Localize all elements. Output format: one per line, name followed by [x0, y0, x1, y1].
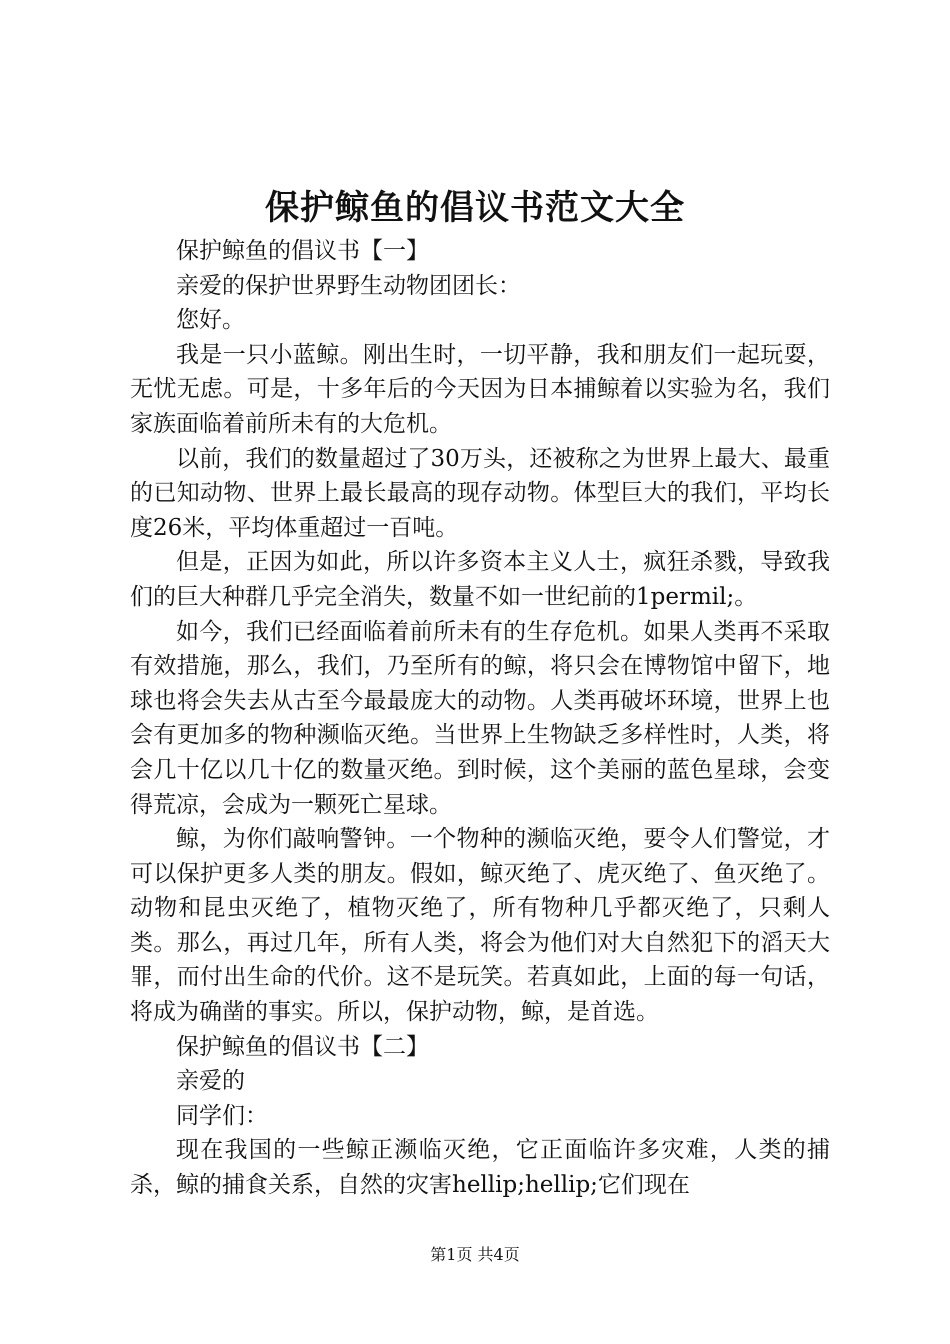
paragraph: 现在我国的一些鲸正濒临灭绝，它正面临许多灾难，人类的捕杀，鲸的捕食关系，自然的灾害hellip;hellip;它们现在: [130, 1137, 830, 1199]
paragraph-greeting: 您好。: [176, 307, 245, 334]
paragraph: 以前，我们的数量超过了30万头，还被称之为世界上最大、最重的已知动物、世界上最长最高的现存动物。体型巨大的我们，平均长度26米，平均体重超过一百吨。: [130, 445, 830, 541]
paragraph: 如今，我们已经面临着前所未有的生存危机。如果人类再不采取有效措施，那么，我们，乃至所有的鲸，将只会在博物馆中留下，地球也将会失去从古至今最最庞大的动物。人类再破坏环境，世界上也会有更加多的物种濒临灭绝。当世界上生物缺乏多样性时，人类，将会几十亿以几十亿的数量灭绝。到时候，这个美丽的蓝色星球，会变得荒凉，会成为一颗死亡星球。: [130, 618, 830, 818]
paragraph: 我是一只小蓝鲸。刚出生时，一切平静，我和朋友们一起玩耍，无忧无虑。可是，十多年后的今天因为日本捕鲸着以实验为名，我们家族面临着前所未有的大危机。: [130, 341, 830, 437]
paragraph-heading-2: 保护鲸鱼的倡议书【二】: [176, 1033, 429, 1060]
document-title: 保护鲸鱼的倡议书范文大全: [265, 188, 685, 228]
paragraph-salutation: 同学们：: [176, 1102, 268, 1129]
paragraph-heading-1: 保护鲸鱼的倡议书【一】: [176, 238, 429, 264]
paragraph: 鲸，为你们敲响警钟。一个物种的濒临灭绝，要令人们警觉，才可以保护更多人类的朋友。假如，鲸灭绝了、虎灭绝了、鱼灭绝了。动物和昆虫灭绝了，植物灭绝了，所有物种几乎都灭绝了，只剩人类。那么，再过几年，所有人类，将会为他们对大自然犯下的滔天大罪，而付出生命的代价。这不是玩笑。若真如此，上面的每一句话，将成为确凿的事实。所以，保护动物，鲸，是首选。: [130, 826, 830, 1026]
paragraph-salutation: 亲爱的保护世界野生动物团团长：: [176, 272, 521, 299]
page-number-footer: 第1页 共4页: [430, 1245, 520, 1264]
paragraph-salutation: 亲爱的: [176, 1068, 245, 1095]
document-body: [130, 234, 830, 1203]
paragraph: 但是，正因为如此，所以许多资本主义人士，疯狂杀戮，导致我们的巨大种群几乎完全消失，数量不如一世纪前的1permil;。: [130, 549, 830, 610]
